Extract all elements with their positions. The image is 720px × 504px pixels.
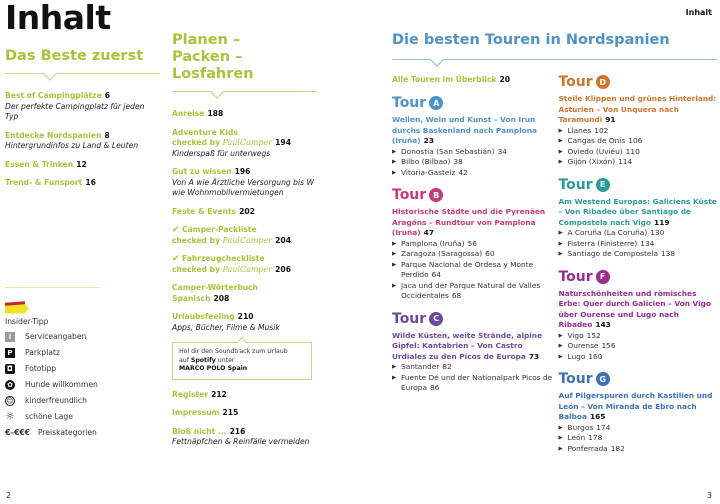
tour-stop[interactable]: ▶ Parque Nacional de Ordesa y Monte Perdido 64	[392, 260, 558, 281]
checkmark-icon: ✔	[172, 254, 180, 264]
tour-badge-icon: A	[429, 96, 443, 110]
euro-icon: €–€€€	[5, 428, 30, 437]
page-number-left: 2	[6, 491, 12, 500]
tour-stop[interactable]: ▶ Zaragoza (Saragossa) 60	[392, 249, 558, 260]
tour-badge-icon: C	[429, 312, 443, 326]
legend-item: ✿ Hunde willkommen	[5, 380, 160, 390]
section-heading: Das Beste zuerst	[5, 48, 144, 64]
legend-item: ☺ kinderfreundlich	[6, 396, 87, 405]
tour-stop[interactable]: ▶ Ponferrada 182	[558, 444, 717, 455]
tour-stop[interactable]: ▶ Fuente Dé und der Nationalpark Picos de Europa 86	[392, 373, 558, 394]
tour-badge-icon: B	[429, 188, 443, 202]
insider-tip-label: Insider-Tipp	[5, 316, 49, 326]
tour-stop[interactable]: ▶ Gijón (Xixón) 114	[558, 157, 717, 168]
legend-item-price: €–€€€ Preiskategorien	[5, 428, 97, 437]
toc-entry[interactable]: Impressum 215	[172, 408, 239, 417]
tour-badge-icon: E	[596, 178, 610, 192]
tour-badge-icon: D	[596, 75, 610, 89]
paw-icon: ✿	[5, 380, 15, 390]
toc-entry[interactable]: Anreise 188	[172, 109, 224, 118]
tour-c[interactable]: Tour C Wilde Küsten, weite Strände, alpine Gipfel: Kantabrien – Von Castro Urdiales zu den Picos de Europa 73 ▶ Santander 82 ▶ Fuente Dé und der Nationalpark Picos de Europa 86	[392, 310, 558, 394]
tour-stop[interactable]: ▶ Santander 82	[392, 362, 558, 373]
tour-stop[interactable]: ▶ Lugo 160	[558, 352, 717, 363]
notch-icon	[430, 59, 444, 67]
toc-entry[interactable]: Urlaubsfeeling 210 Apps, Bücher, Filme & Musik	[172, 312, 280, 332]
tour-f[interactable]: Tour F Naturschönheiten und römisches Erbe: Quer durch Galicien – Von Vigo über Ourense und Lugo nach Ribadeo 143 ▶ Vigo 152 ▶ Ourense 156 ▶ Lugo 160	[558, 268, 717, 363]
section-divider	[172, 89, 317, 101]
toc-entry[interactable]: Best of Campingplätze 6 Der perfekte Campingplatz für jeden Typ	[5, 91, 145, 121]
toc-entry[interactable]: Gut zu wissen 196 Von A wie Ärztliche Versorgung bis W wie Wohnmobilvermietungen	[172, 167, 314, 197]
toc-entry[interactable]: Trend- & Funsport 16	[5, 178, 96, 187]
callout-arrow-icon	[237, 337, 247, 343]
section-heading: Die besten Touren in Nordspanien	[392, 32, 670, 48]
tour-stop[interactable]: ▶ Vigo 152	[558, 331, 717, 342]
toc-entry[interactable]: Camper-Wörterbuch Spanisch 208	[172, 283, 259, 303]
notch-icon	[210, 91, 224, 99]
legend-divider	[5, 287, 100, 288]
toc-entry[interactable]: Feste & Events 202	[172, 206, 255, 216]
tour-a[interactable]: Tour A Wellen, Wein und Kunst – Von Irun durchs Baskenland nach Pamplona (Iruña) 23 ▶ Donostia (San Sebastián) 34 ▶ Bilbo (Bilbao) 38 ▶ Vitoria-Gasteiz 42	[392, 94, 558, 178]
legend-item: ☼ schöne Lage	[5, 411, 73, 422]
section-heading: Planen – Packen – Losfahren	[172, 32, 254, 82]
toc-entry[interactable]: ✔ Fahrzeugcheckliste checked by PaulCamper 206	[172, 254, 291, 274]
tour-stop[interactable]: ▶ Llanes 102	[558, 126, 717, 137]
tour-e[interactable]: Tour E Am Westend Europas: Galiciens Küste – Von Ribadeo über Santiago de Compostela nach Vigo 119 ▶ A Coruña (La Coruña) 130 ▶ Fisterra (Finisterre) 134 ▶ Santiago de Compostela 138	[558, 176, 717, 260]
legend-item: P Parkplatz	[5, 348, 160, 358]
tour-g[interactable]: Tour G Auf Pilgerspuren durch Kastilien und León – Von Miranda de Ebro nach Balboa 165 ▶ Burgos 174 ▶ León 178 ▶ Ponferrada 182	[558, 370, 717, 454]
section-divider	[5, 71, 160, 83]
camera-icon: ◘	[5, 364, 15, 374]
child-face-icon: ☺	[6, 396, 14, 405]
page-number-right: 3	[706, 491, 712, 500]
column-das-beste-zuerst	[5, 48, 160, 438]
toc-entry[interactable]: Essen & Trinken 12	[5, 159, 87, 169]
checkmark-icon: ✔	[172, 225, 180, 235]
tour-stop[interactable]: ▶ Fisterra (Finisterre) 134	[558, 239, 717, 250]
tour-stop[interactable]: ▶ Vitoria-Gasteiz 42	[392, 168, 558, 179]
toc-entry[interactable]: Adventure Kids checked by PaulCamper 194 Kinderspaß für unterwegs	[172, 127, 291, 158]
toc-entry[interactable]: Bloß nicht ... 216 Fettnäpfchen & Reinfälle vermeiden	[172, 426, 310, 446]
tour-stop[interactable]: ▶ León 178	[558, 433, 717, 444]
tour-stop[interactable]: ▶ Oviedo (Uviéu) 110	[558, 147, 717, 158]
legend-item: ◘ Fototipp	[5, 364, 160, 374]
column-touren	[392, 32, 717, 454]
paulcamper-logo: PaulCamper	[222, 235, 273, 245]
tour-stop[interactable]: ▶ Jaca und der Parque Natural de Valles Occidentales 68	[392, 281, 558, 302]
spotify-tip-box: Hol dir den Soundtrack zum Urlaub auf Spotify unter MARCO POLO Spain	[172, 342, 312, 380]
toc-entry[interactable]: ✔ Camper-Packliste checked by PaulCamper 204	[172, 225, 291, 245]
parking-icon: P	[5, 348, 15, 358]
toc-entry[interactable]: Entdecke Nordspanien 8 Hintergrundinfos zu Land & Leuten	[5, 130, 139, 150]
tour-stop[interactable]: ▶ Pamplona (Iruña) 56	[392, 239, 558, 250]
tour-stop[interactable]: ▶ Bilbo (Bilbao) 38	[392, 157, 558, 168]
paulcamper-logo: PaulCamper	[222, 264, 273, 274]
legend-item: i Serviceangaben	[5, 332, 160, 342]
tour-d[interactable]: Tour D Steile Klippen und grünes Hinterland: Asturien – Von Unquera nach Taramundi 91 ▶ Llanes 102 ▶ Cangas de Onís 106 ▶ Oviedo (Uviéu) 110 ▶ Gijón (Xixón) 114	[558, 73, 717, 168]
tour-stop[interactable]: ▶ Donostia (San Sebastián) 34	[392, 147, 558, 158]
paulcamper-logo: PaulCamper	[222, 138, 273, 147]
tour-stop[interactable]: ▶ Burgos 174	[558, 423, 717, 434]
scenic-view-icon: ☼	[5, 411, 15, 422]
notch-icon	[43, 73, 57, 81]
section-divider	[392, 57, 717, 69]
info-icon: i	[5, 332, 15, 342]
insider-tip-icon	[5, 302, 29, 314]
tour-stop[interactable]: ▶ Santiago de Compostela 138	[558, 249, 717, 260]
tour-b[interactable]: Tour B Historische Städte und die Pyrenäen Aragóns – Rundtour von Pamplona (Iruña) 47 ▶ Pamplona (Iruña) 56 ▶ Zaragoza (Saragossa) 60 ▶ Parque Nacional de Ordesa y Monte Perdido 64 ▶ Jaca und der Parque Natural de Valles Occidentales 68	[392, 186, 558, 302]
running-head: Inhalt	[685, 8, 712, 17]
tour-stop[interactable]: ▶ Ourense 156	[558, 341, 717, 352]
tour-badge-icon: G	[596, 372, 610, 386]
toc-entry-overview[interactable]: Alle Touren im Überblick 20	[392, 75, 511, 84]
page-title: Inhalt	[5, 0, 111, 37]
tour-stop[interactable]: ▶ Cangas de Onís 106	[558, 136, 717, 147]
tour-stop[interactable]: ▶ A Coruña (La Coruña) 130	[558, 228, 717, 239]
tour-badge-icon: F	[596, 270, 610, 284]
toc-entry[interactable]: Register 212	[172, 389, 227, 399]
column-planen-packen	[172, 32, 317, 448]
